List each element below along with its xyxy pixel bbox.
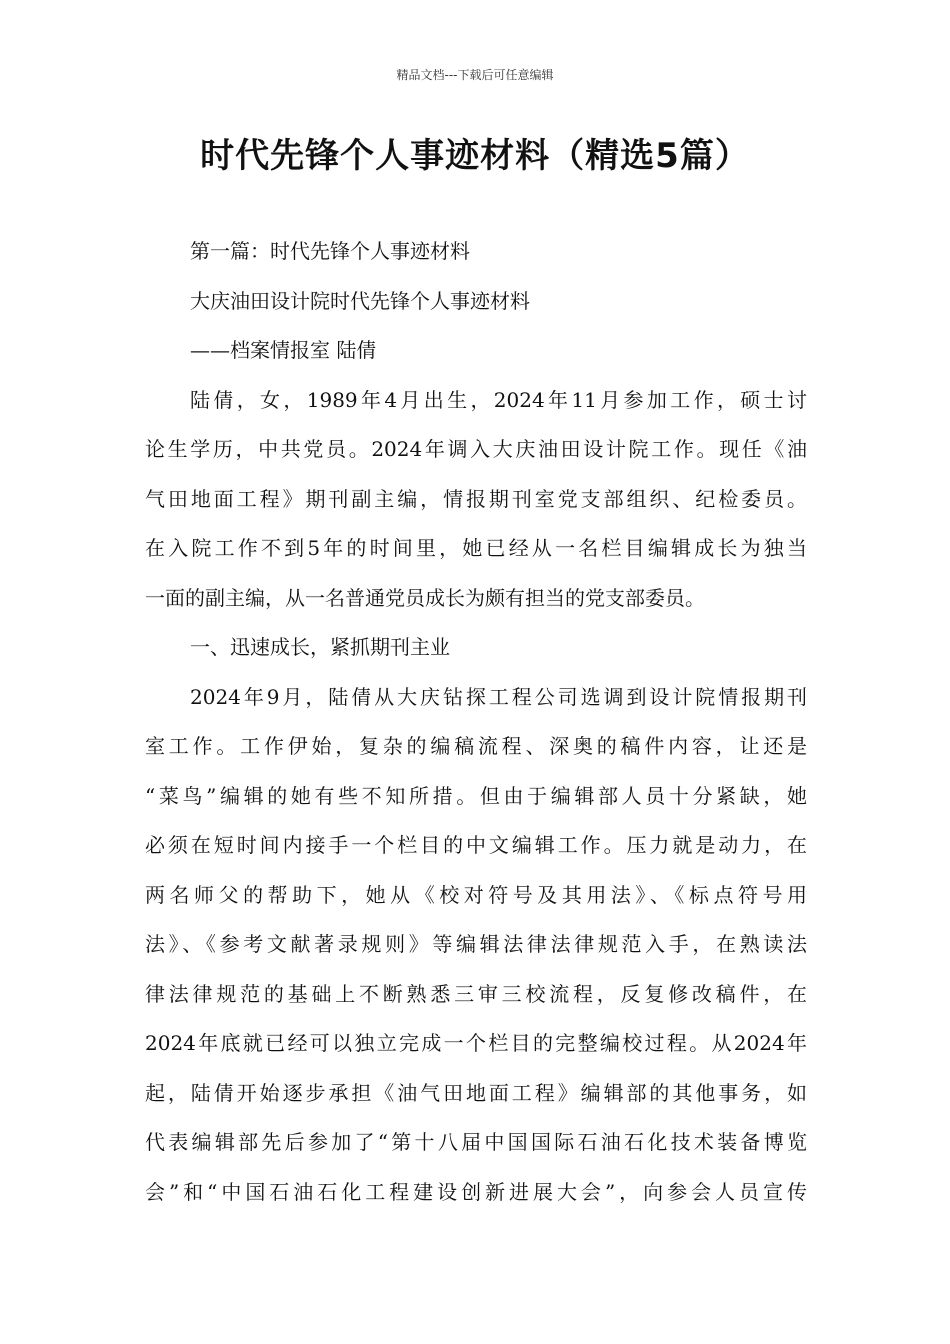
text-line: 2024年9月，陆倩从大庆钻探工程公司选调到设计院情报期刊	[190, 684, 807, 709]
document-body	[145, 230, 807, 1220]
text-line: 一面的副主编，从一名普通党员成长为颇有担当的党支部委员。	[145, 585, 705, 610]
text-line: 起，陆倩开始逐步承担《油气田地面工程》编辑部的其他事务，如	[145, 1080, 807, 1105]
text-line: 大庆油田设计院时代先锋个人事迹材料	[190, 288, 530, 313]
text-line: 一、迅速成长，紧抓期刊主业	[190, 635, 450, 659]
text-line: 室工作。工作伊始，复杂的编稿流程、深奥的稿件内容，让还是	[145, 734, 807, 758]
text-line: 2024年底就已经可以独立完成一个栏目的完整编校过程。从2024年	[145, 1031, 807, 1055]
text-line: 代表编辑部先后参加了“第十八届中国国际石油石化技术装备博览	[145, 1130, 807, 1154]
text-line: 律法律规范的基础上不断熟悉三审三校流程，反复修改稿件，在	[145, 981, 807, 1006]
text-line: 在入院工作不到5年的时间里，她已经从一名栏目编辑成长为独当	[145, 536, 807, 560]
text-line: 必须在短时间内接手一个栏目的中文编辑工作。压力就是动力，在	[145, 833, 807, 857]
text-line: 会”和“中国石油石化工程建设创新进展大会”，向参会人员宣传	[145, 1179, 807, 1204]
header-note: 精品文档---下载后可任意编辑	[396, 68, 554, 82]
text-line: 两名师父的帮助下，她从《校对符号及其用法》、《标点符号用	[145, 882, 807, 907]
text-line: 第一篇：时代先锋个人事迹材料	[190, 239, 470, 263]
text-line: 法》、《参考文献著录规则》等编辑法律法律规范入手，在熟读法	[145, 932, 807, 956]
text-line: 陆倩，女，1989年4月出生，2024年11月参加工作，硕士讨	[190, 387, 807, 412]
text-line: “菜鸟”编辑的她有些不知所措。但由于编辑部人员十分紧缺，她	[145, 783, 807, 808]
text-line: ——档案情报室 陆倩	[190, 338, 377, 362]
text-line: 气田地面工程》期刊副主编，情报期刊室党支部组织、纪检委员。	[145, 486, 807, 511]
document-title: 时代先锋个人事迹材料（精选5篇）	[200, 136, 750, 176]
text-line: 论生学历，中共党员。2024年调入大庆油田设计院工作。现任《油	[145, 437, 807, 461]
